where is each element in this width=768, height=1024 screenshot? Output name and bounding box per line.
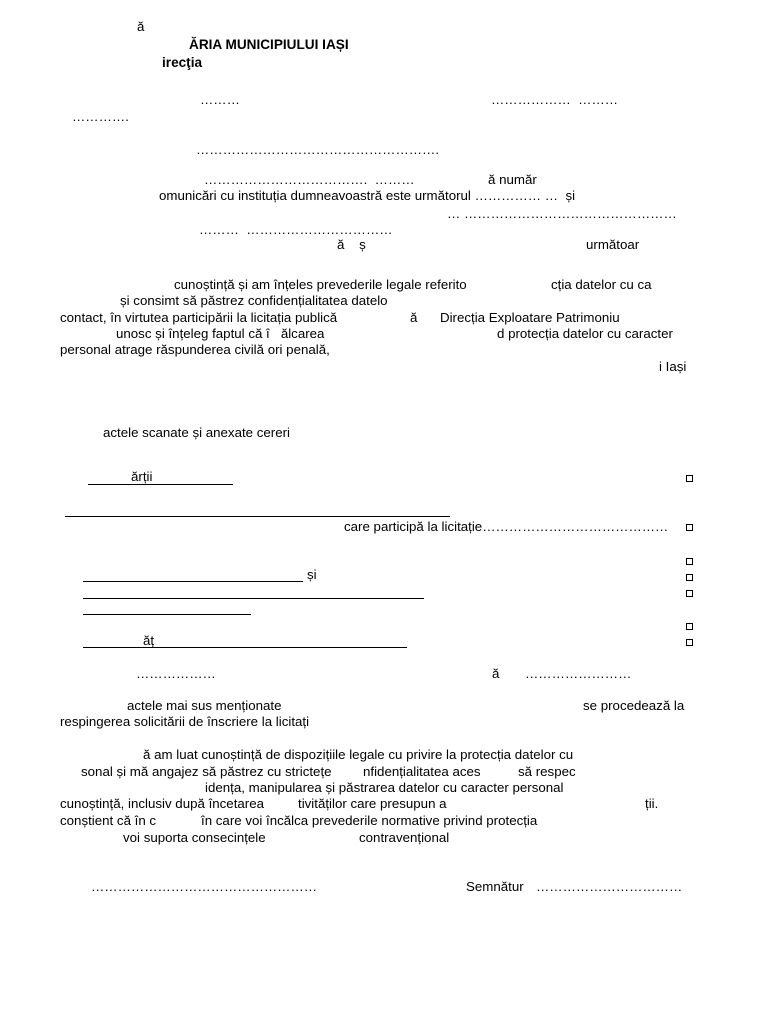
para3-line-4b: tivităților care presupun a bbox=[298, 796, 447, 811]
intro-text-5: omunicări cu instituția dumneavoastră este următorul …………… … și bbox=[159, 188, 576, 203]
date-dots: ……………… bbox=[136, 666, 216, 681]
intro-text-8b: următoar bbox=[586, 237, 640, 252]
attachment-5-line bbox=[83, 598, 424, 599]
attachment-2-checkbox[interactable] bbox=[686, 524, 693, 531]
para3-line-2b: nfidențialitatea aces bbox=[363, 764, 481, 779]
para1-line-1b: cția datelor cu ca bbox=[551, 277, 652, 292]
para3-line-5b: în care voi încălca prevederile normative privind protecția bbox=[201, 813, 538, 828]
para3-line-4c: ții. bbox=[645, 796, 659, 811]
attachment-4-label: și bbox=[307, 567, 317, 582]
para2-line-1b: se procedează la bbox=[583, 698, 685, 713]
para3-line-5a: conștient că în c bbox=[60, 813, 157, 828]
para1-line-3c: Direcția Exploatare Patrimoniu bbox=[440, 310, 620, 325]
para3-line-6b: contravențional bbox=[359, 830, 450, 845]
attachment-3-checkbox[interactable] bbox=[686, 558, 693, 565]
attachment-7-label: ăț bbox=[143, 633, 155, 648]
attachments-title: actele scanate și anexate cereri bbox=[103, 425, 291, 440]
attachment-6-checkbox[interactable] bbox=[686, 623, 693, 630]
attachment-2-label: care participă la licitație…………………………………… bbox=[344, 519, 669, 534]
attachment-4-checkbox[interactable] bbox=[686, 574, 693, 581]
para1-line-2: și consimt să păstrez confidențialitatea datelo bbox=[120, 293, 388, 308]
date-label: ă bbox=[492, 666, 500, 681]
intro-dots-7: ……… …………………………… bbox=[199, 222, 393, 237]
header-line-1: ă bbox=[137, 19, 145, 34]
attachment-2-line bbox=[65, 516, 450, 517]
para2-line-2: respingerea solicitării de înscriere la licitați bbox=[60, 714, 310, 729]
para3-line-6a: voi suporta consecințele bbox=[123, 830, 266, 845]
para3-line-2a: sonal și mă angajez să păstrez cu strictețe bbox=[81, 764, 332, 779]
para1-line-4b: d protecția datelor cu caracter bbox=[497, 326, 673, 341]
attachment-1-line bbox=[88, 484, 233, 485]
intro-text-4b: ă număr bbox=[488, 172, 537, 187]
signature-dots: …………………………… bbox=[536, 879, 683, 894]
institution-title: ĂRIA MUNICIPIULUI IAȘI bbox=[189, 37, 349, 52]
intro-dots-1a: ……… bbox=[200, 92, 240, 107]
para3-line-3: idența, manipularea și păstrarea datelor cu caracter personal bbox=[205, 780, 564, 795]
directorate-title: irecţia bbox=[162, 55, 203, 70]
para1-line-1a: cunoștință și am înțeles prevederile legale referito bbox=[174, 277, 467, 292]
attachment-5-checkbox[interactable] bbox=[686, 590, 693, 597]
para3-line-2c: să respec bbox=[518, 764, 576, 779]
para2-line-1a: actele mai sus menționate bbox=[127, 698, 282, 713]
attachment-7-line bbox=[83, 647, 407, 648]
attachment-7-checkbox[interactable] bbox=[686, 639, 693, 646]
para1-line-4a: unosc și înțeleg faptul că î ălcarea bbox=[116, 326, 325, 341]
intro-dots-3: ………………………………………………. bbox=[196, 142, 440, 157]
attachment-6-line bbox=[83, 614, 251, 615]
attachment-4-line bbox=[83, 581, 303, 582]
date-dots-2: …………………… bbox=[525, 666, 632, 681]
intro-dots-2: …………. bbox=[72, 109, 129, 124]
intro-dots-1b: ……………… ……… bbox=[491, 92, 619, 107]
para3-line-1: ă am luat cunoștință de dispozițiile legale cu privire la protecția datelor cu bbox=[143, 747, 574, 762]
attachment-1-checkbox[interactable] bbox=[686, 475, 693, 482]
footer-left-dots: …………………………………………… bbox=[91, 879, 318, 894]
para3-line-4a: cunoștință, inclusiv după încetarea bbox=[60, 796, 265, 811]
para1-line-6: i Iași bbox=[659, 359, 687, 374]
intro-text-8a: ă ș bbox=[337, 237, 366, 252]
signature-label: Semnătur bbox=[466, 879, 524, 894]
para1-line-5: personal atrage răspunderea civilă ori penală, bbox=[60, 342, 330, 357]
para1-line-3b: ă bbox=[410, 310, 418, 325]
para1-line-3a: contact, în virtutea participării la licitația publică bbox=[60, 310, 338, 325]
intro-dots-6: … ………………………………………… bbox=[447, 206, 677, 221]
attachment-1-label: ărții bbox=[131, 469, 153, 484]
intro-dots-4a: ………………………………. ……… bbox=[204, 172, 415, 187]
